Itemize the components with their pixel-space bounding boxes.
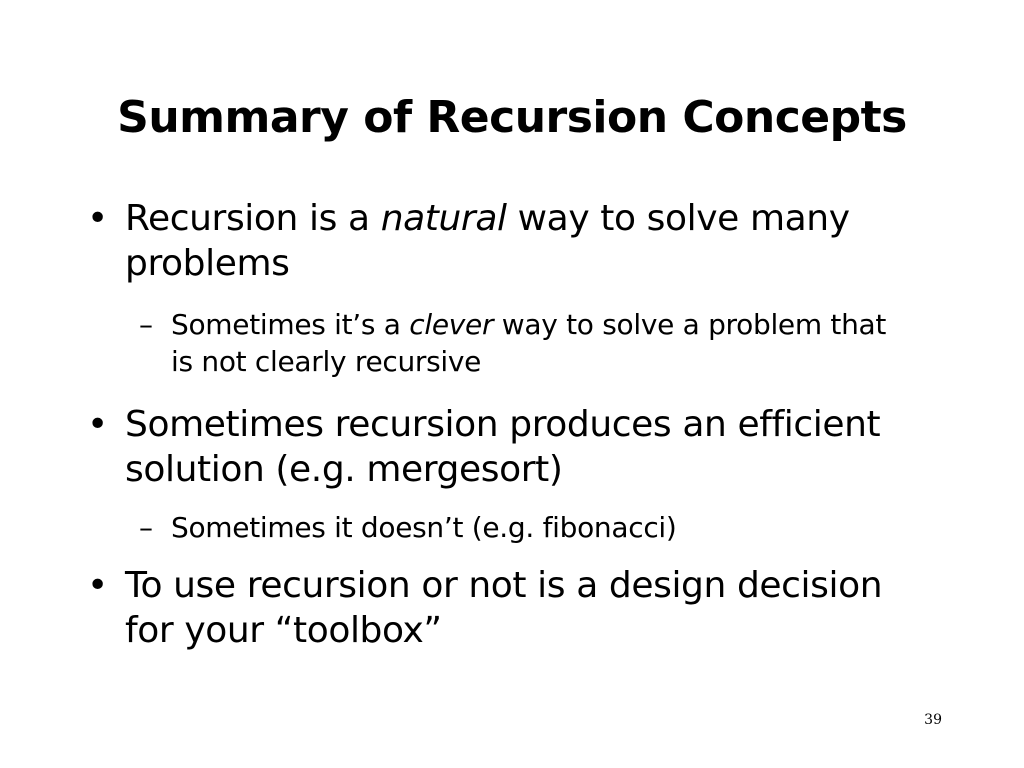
bullet-text-part: way to solve many problems — [125, 198, 850, 284]
sub-bullet-marker: – — [139, 511, 153, 544]
bullet-text-emphasis: natural — [380, 198, 507, 239]
sub-bullet-item — [139, 306, 891, 380]
bullet-marker: • — [87, 565, 108, 606]
sub-bullet-item — [139, 509, 891, 546]
sub-bullet-text: Sometimes it doesn’t (e.g. fibonacci) — [171, 511, 677, 544]
page-number: 39 — [924, 712, 942, 728]
sub-bullet-marker: – — [139, 308, 153, 341]
sub-bullet-text-part: way to solve a problem that is not clearly recursive — [171, 308, 887, 378]
bullet-item — [87, 196, 885, 286]
bullet-marker: • — [87, 198, 108, 239]
bullet-text: To use recursion or not is a design decision for your “toolbox” — [125, 565, 883, 651]
sub-bullet-text-part: Sometimes it’s a — [171, 308, 410, 341]
sub-bullet-text-emphasis: clever — [409, 308, 494, 341]
bullet-item — [87, 563, 885, 653]
bullet-marker: • — [87, 404, 108, 445]
bullet-text: Sometimes recursion produces an efficient solution (e.g. mergesort) — [125, 404, 881, 490]
bullet-text-part: Recursion is a — [125, 198, 381, 239]
bullet-item — [87, 402, 885, 492]
slide-title: Summary of Recursion Concepts — [117, 92, 907, 143]
